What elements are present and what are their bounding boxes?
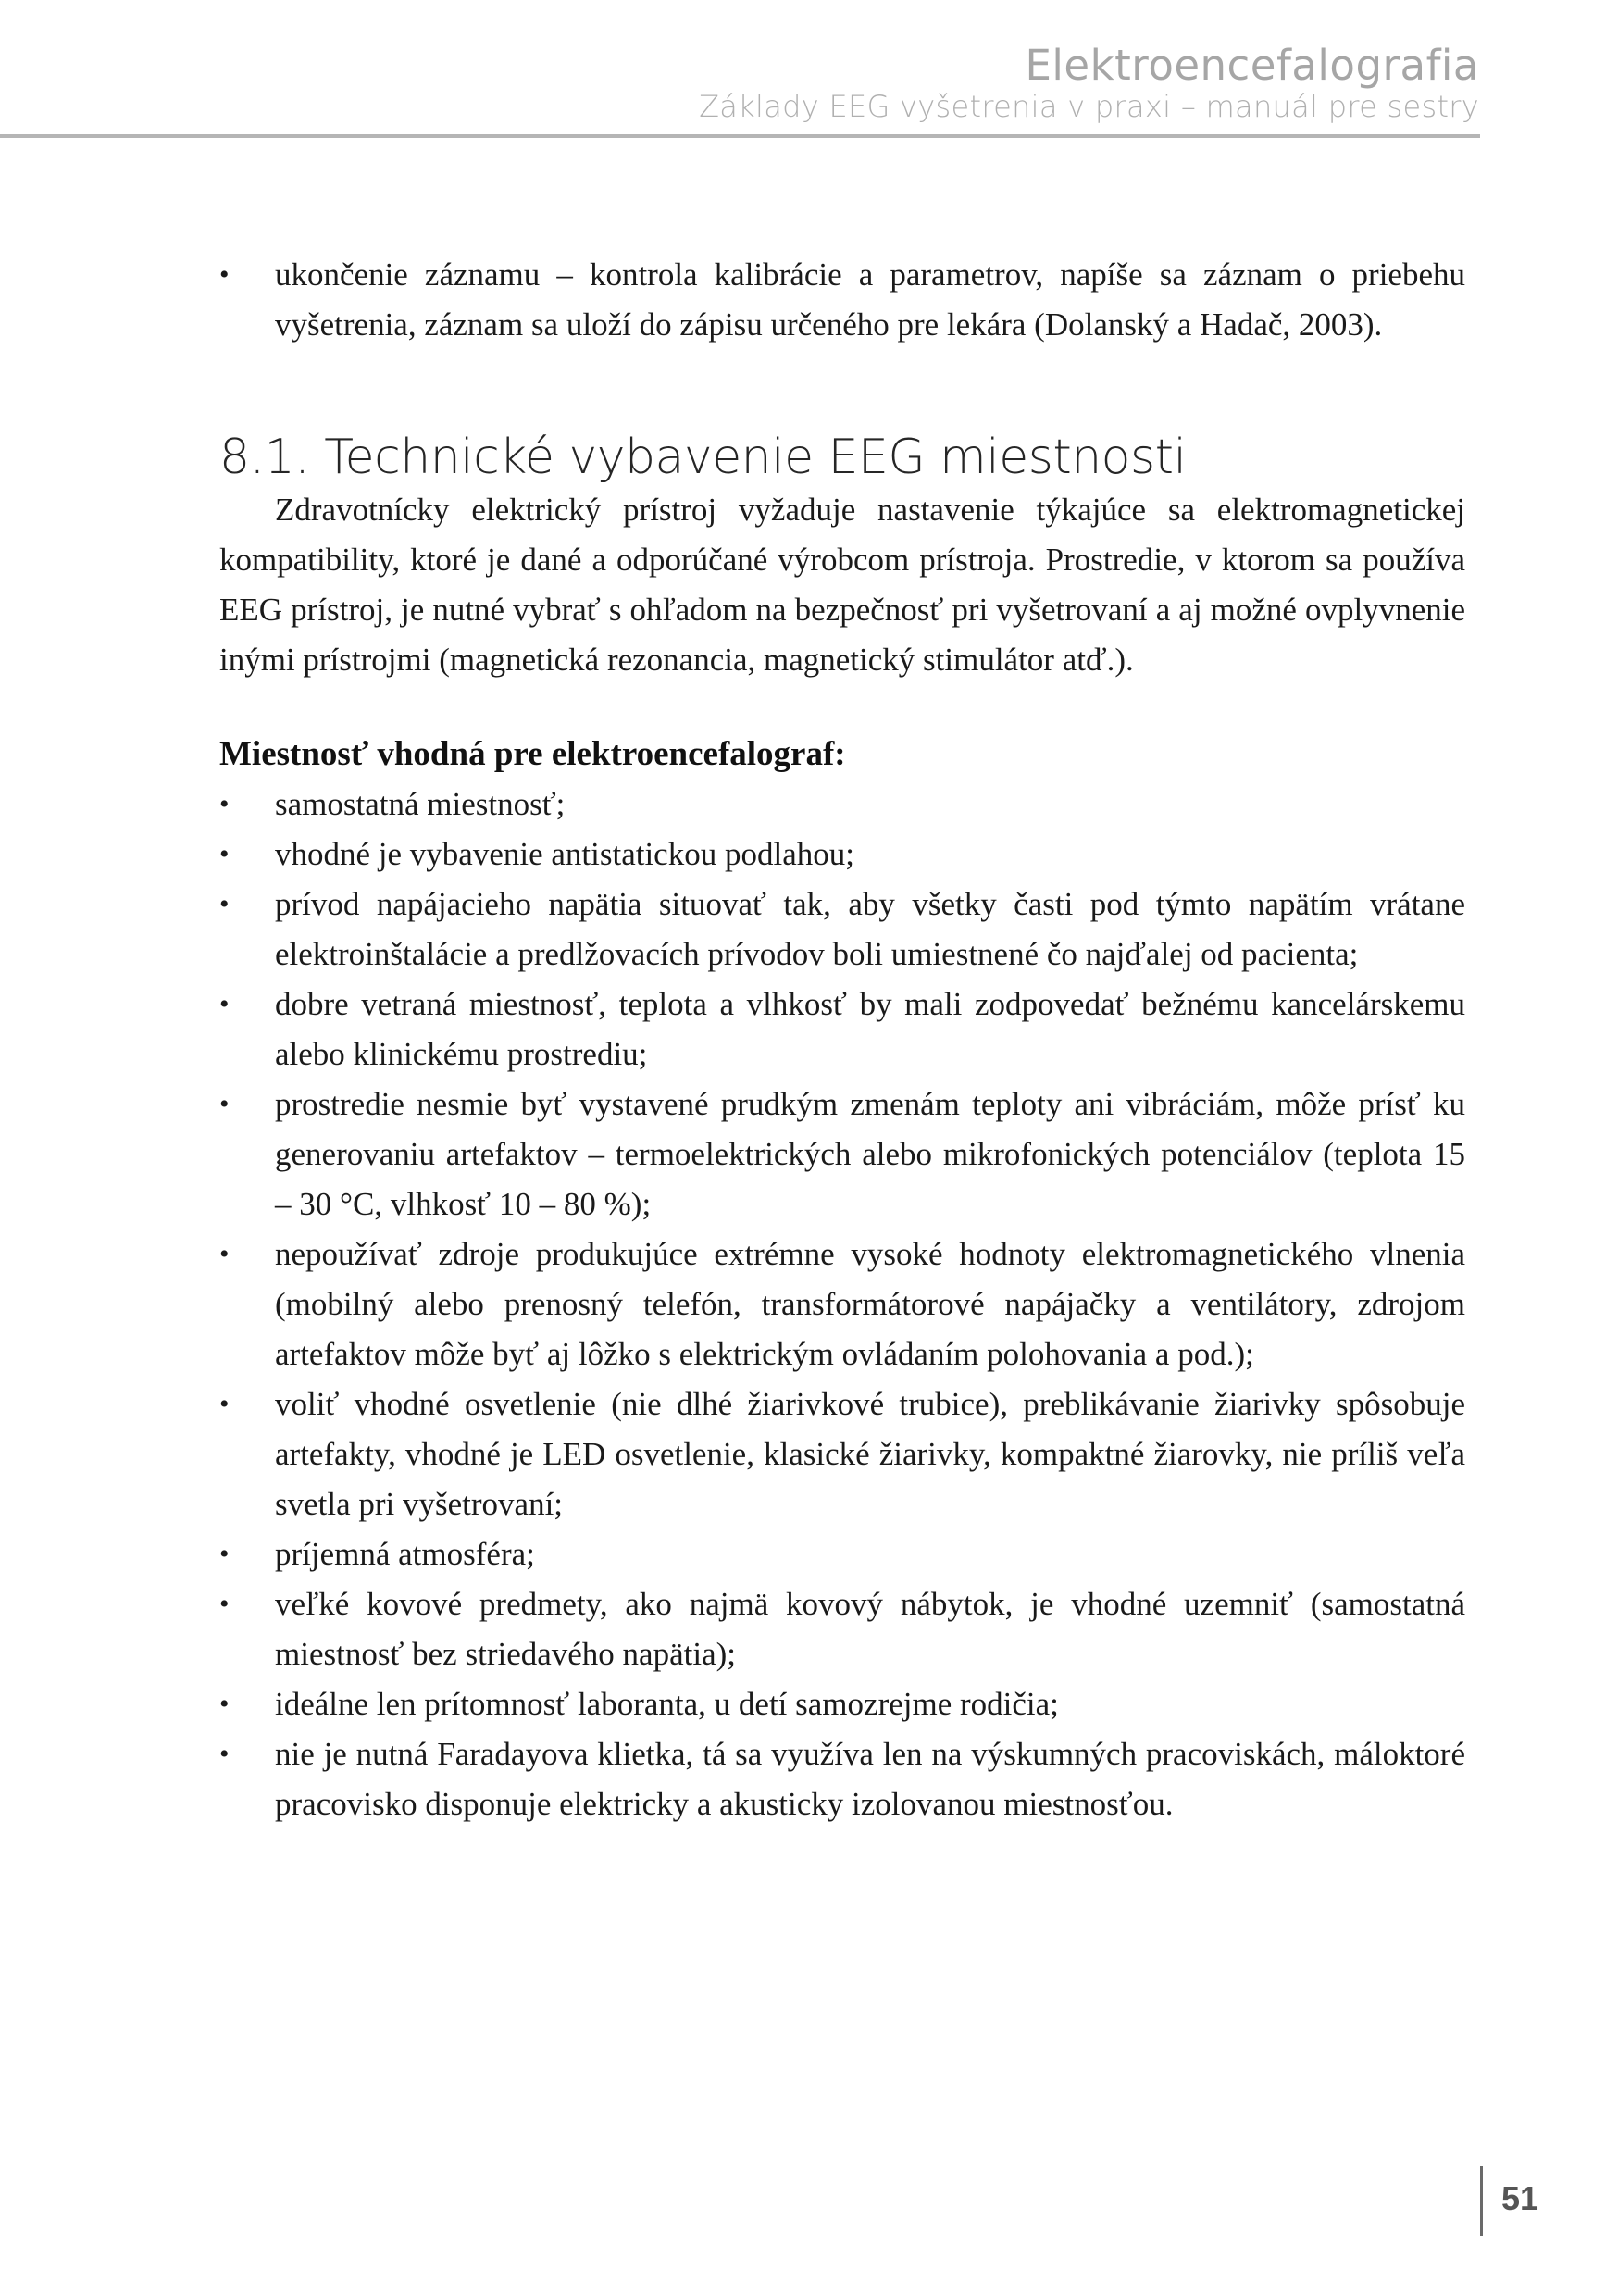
list-item-text: vhodné je vybavenie antistatickou podlahou; — [275, 836, 854, 872]
list-item-text: samostatná miestnosť; — [275, 786, 566, 822]
room-requirements-list — [219, 780, 1465, 1829]
page-number-marker — [1480, 2166, 1539, 2236]
bullet-icon: • — [219, 889, 230, 919]
list-item — [219, 1229, 1465, 1379]
list-item-text: príjemná atmosféra; — [275, 1536, 535, 1572]
list-item — [219, 830, 1465, 880]
list-item — [219, 1679, 1465, 1729]
bullet-icon: • — [219, 789, 230, 819]
list-item — [219, 1579, 1465, 1679]
list-item-text: veľké kovové predmety, ako najmä kovový nábytok, je vhodné uzemniť (samostatná miestnosť bez striedavého napätia); — [275, 1586, 1465, 1672]
book-title: Elektroencefalografia — [1025, 41, 1479, 90]
list-item-text: prostredie nesmie byť vystavené prudkým zmenám teploty ani vibráciám, môže prísť ku generovaniu artefaktov – termoelektrických alebo mikrofonických potenciálov (teplota 15 – 30 °C, vlhkosť 10 – 80 %); — [275, 1086, 1465, 1222]
page-number: 51 — [1501, 2179, 1539, 2217]
list-item-text: voliť vhodné osvetlenie (nie dlhé žiarivkové trubice), preblikávanie žiarivky spôsobuje artefakty, vhodné je LED osvetlenie, klasické žiarivky, kompaktné žiarovky, nie príliš veľa svetla pri vyšetrovaní; — [275, 1386, 1465, 1522]
bullet-icon: • — [219, 989, 230, 1019]
list-item-text: dobre vetraná miestnosť, teplota a vlhkosť by mali zodpovedať bežnému kancelárskemu alebo klinickému prostrediu; — [275, 986, 1465, 1072]
list-item-text: nepoužívať zdroje produkujúce extrémne vysoké hodnoty elektromagnetického vlnenia (mobilný alebo prenosný telefón, transformátorové napájačky a ventilátory, zdrojom artefaktov môže byť aj lôžko s elektrickým ovládaním polohovania a pod.); — [275, 1236, 1465, 1372]
bullet-icon: • — [219, 1739, 230, 1769]
list-item-text: prívod napájacieho napätia situovať tak, aby všetky časti pod týmto napätím vrátane elektroinštalácie a predlžovacích prívodov boli umiestnené čo najďalej od pacienta; — [275, 886, 1465, 972]
running-header — [699, 43, 1479, 124]
bullet-icon: • — [219, 259, 230, 290]
list-item — [219, 1729, 1465, 1829]
bullet-icon: • — [219, 1089, 230, 1119]
bullet-icon: • — [219, 1389, 230, 1419]
book-subtitle: Základy EEG vyšetrenia v praxi – manuál pre sestry — [699, 89, 1479, 124]
list-item — [219, 1529, 1465, 1579]
list-item-text: nie je nutná Faradayova klietka, tá sa využíva len na výskumných pracoviskách, máloktoré pracovisko disponuje elektricky a akusticky izolovanou miestnosťou. — [275, 1736, 1465, 1822]
section-paragraph: Zdravotnícky elektrický prístroj vyžaduje nastavenie týkajúce sa elektromagnetickej kompatibility, ktoré je dané a odporúčané výrobcom prístroja. Prostredie, v ktorom sa používa EEG prístroj, je nutné vybrať s ohľadom na bezpečnosť pri vyšetrovaní a aj možné ovplyvnenie inými prístrojmi (magnetická rezonancia, magnetický stimulátor atď.). — [219, 492, 1465, 678]
room-requirements-heading: Miestnosť vhodná pre elektroencefalograf: — [219, 735, 846, 773]
bullet-icon: • — [219, 1239, 230, 1269]
list-item — [219, 980, 1465, 1079]
bullet-icon: • — [219, 1589, 230, 1619]
section-heading: 8.1. Technické vybavenie EEG miestnosti — [219, 430, 1187, 485]
list-item — [219, 780, 1465, 830]
header-divider — [0, 134, 1480, 138]
list-item — [219, 1079, 1465, 1229]
list-item — [219, 1379, 1465, 1529]
bullet-icon: • — [219, 1689, 230, 1719]
list-item-text: ukončenie záznamu – kontrola kalibrácie a parametrov, napíše sa záznam o priebehu vyšetrenia, záznam sa uloží do zápisu určeného pre lekára (Dolanský a Hadač, 2003). — [275, 256, 1465, 343]
list-item-text: ideálne len prítomnosť laboranta, u detí samozrejme rodičia; — [275, 1686, 1059, 1722]
page-content — [219, 250, 1465, 1829]
bullet-icon: • — [219, 839, 230, 869]
list-item — [219, 250, 1465, 350]
intro-bullet-list — [219, 250, 1465, 350]
list-item — [219, 880, 1465, 980]
bullet-icon: • — [219, 1539, 230, 1569]
